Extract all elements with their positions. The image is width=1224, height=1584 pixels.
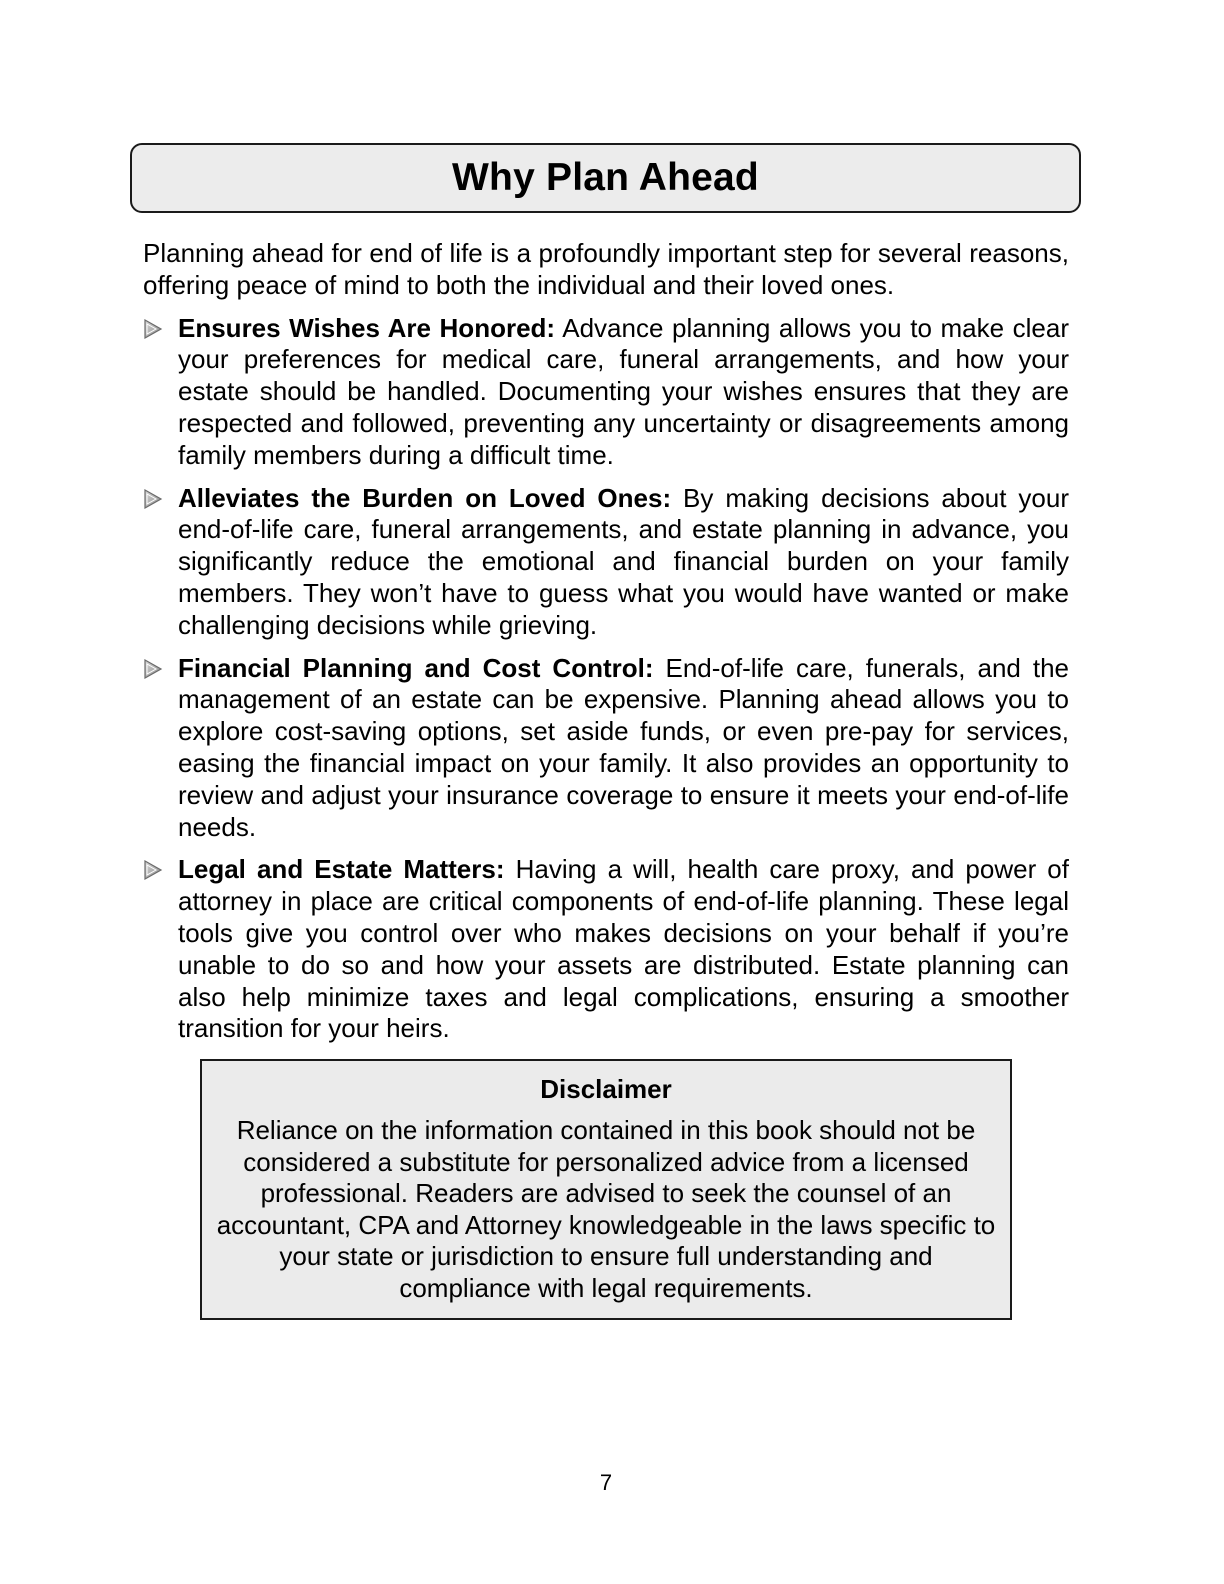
bullet-term: Ensures Wishes Are Honored: xyxy=(178,312,556,343)
triangle-bullet-icon xyxy=(143,319,163,339)
disclaimer-title: Disclaimer xyxy=(540,1074,672,1104)
bullet-text: By making decisions about your end-of-life care, funeral arrangements, and estate planning in advance, you significantly reduce the emotional and financial burden on your family members. They won’t have to guess what you would have wanted or make challenging decisions while grieving. xyxy=(178,482,1069,640)
bullet-list xyxy=(143,313,1069,1046)
disclaimer-box xyxy=(200,1059,1012,1320)
bullet-item xyxy=(143,313,1069,472)
bullet-term: Financial Planning and Cost Control: xyxy=(178,652,654,683)
main-content xyxy=(143,238,1069,1056)
disclaimer-text: Reliance on the information contained in this book should not be considered a substitute for personalized advice from a licensed professional. Readers are advised to seek the counsel of an accountant, CPA and Attorney knowledgeable in the laws specific to your state or jurisdiction to ensure full understanding and compliance with legal requirements. xyxy=(216,1115,996,1303)
bullet-text: End-of-life care, funerals, and the management of an estate can be expensive. Planning ahead allows you to explore cost-saving options, set aside funds, or even pre-pay for services, easing the financial impact on your family. It also provides an opportunity to review and adjust your insurance coverage to ensure it meets your end-of-life needs. xyxy=(178,652,1069,842)
page-number: 7 xyxy=(599,1470,613,1495)
bullet-item xyxy=(143,653,1069,844)
bullet-term: Legal and Estate Matters: xyxy=(178,854,505,885)
triangle-bullet-icon xyxy=(143,489,163,509)
bullet-term: Alleviates the Burden on Loved Ones: xyxy=(178,482,672,513)
bullet-text: Having a will, health care proxy, and power of attorney in place are critical components of end-of-life planning. These legal tools give you control over who makes decisions on your behalf if you’re unable to do so and how your assets are distributed. Estate planning can also help minimize taxes and legal complications, ensuring a smoother transition for your heirs. xyxy=(178,854,1069,1044)
page-title: Why Plan Ahead xyxy=(452,156,759,199)
intro-paragraph: Planning ahead for end of life is a profoundly important step for several reasons, offering peace of mind to both the individual and their loved ones. xyxy=(143,238,1069,300)
triangle-bullet-icon xyxy=(143,659,163,679)
bullet-text: Advance planning allows you to make clear your preferences for medical care, funeral arrangements, and how your estate should be handled. Documenting your wishes ensures that they are respected and followed, preventing any uncertainty or disagreements among family members during a difficult time. xyxy=(178,312,1069,470)
bullet-item xyxy=(143,854,1069,1045)
title-box xyxy=(130,143,1081,213)
triangle-bullet-icon xyxy=(143,860,163,880)
bullet-item xyxy=(143,483,1069,642)
